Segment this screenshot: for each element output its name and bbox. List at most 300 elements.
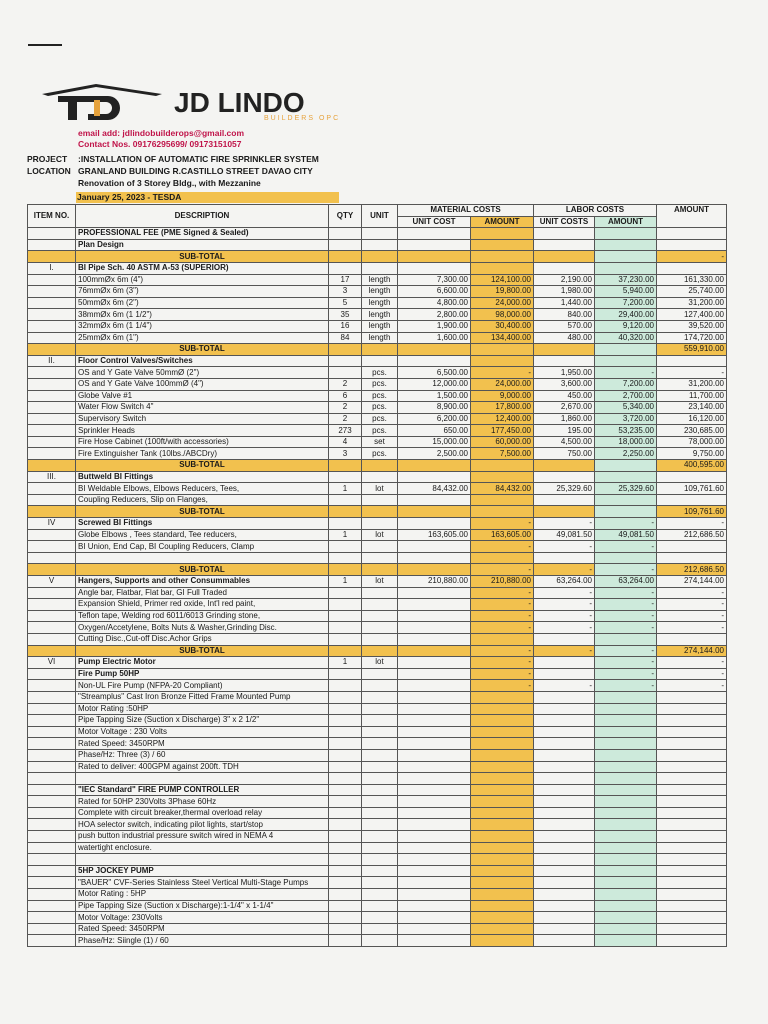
table-row [28, 668, 727, 680]
cell-item-no [28, 448, 76, 460]
cell-labor-amount [595, 842, 657, 854]
cell-qty [329, 587, 362, 599]
cell-labor-amount [595, 923, 657, 935]
cell-labor-unit-cost [534, 262, 595, 274]
cell-description: 25mmØx 6m (1") [76, 332, 329, 344]
cell-unit: length [362, 332, 398, 344]
cell-labor-amount [595, 355, 657, 367]
table-row [28, 552, 727, 564]
cell-material-amount: - [471, 657, 534, 669]
cell-total-amount: - [657, 657, 727, 669]
cell-item-no [28, 749, 76, 761]
cell-description: Expansion Shield, Primer red oxide, Int'l red paint, [76, 599, 329, 611]
cell-qty [329, 355, 362, 367]
cell-description: Water Flow Switch 4" [76, 402, 329, 414]
cell-item-no [28, 274, 76, 286]
cell-total-amount [657, 541, 727, 553]
cell-material-amount: 177,450.00 [471, 425, 534, 437]
cell-total-amount [657, 796, 727, 808]
cell-description [76, 773, 329, 785]
cell-description: Motor Rating : 5HP [76, 889, 329, 901]
cell-material-unit-cost [398, 912, 471, 924]
cell-material-unit-cost [398, 506, 471, 518]
cell-labor-unit-cost [534, 726, 595, 738]
cell-qty [329, 367, 362, 379]
cell-qty [329, 262, 362, 274]
cell-labor-amount [595, 796, 657, 808]
contact-phones: Contact Nos. 09176295699/ 09173151057 [78, 139, 242, 149]
cell-unit: set [362, 436, 398, 448]
cell-total-amount: 23,140.00 [657, 402, 727, 414]
cell-total-amount [657, 854, 727, 866]
cell-qty [329, 726, 362, 738]
contact-block [78, 128, 244, 150]
cell-total-amount: 212,686.50 [657, 529, 727, 541]
cell-labor-unit-cost [534, 494, 595, 506]
cell-labor-amount [595, 819, 657, 831]
cell-material-amount: 134,400.00 [471, 332, 534, 344]
cell-material-amount [471, 471, 534, 483]
cell-labor-amount: - [595, 680, 657, 692]
cell-description: SUB-TOTAL [76, 564, 329, 576]
cell-material-amount: - [471, 367, 534, 379]
cell-unit [362, 715, 398, 727]
cell-qty: 2 [329, 402, 362, 414]
cell-labor-amount: - [595, 622, 657, 634]
cell-total-amount: 109,761.60 [657, 483, 727, 495]
cell-labor-unit-cost [534, 831, 595, 843]
cell-total-amount: - [657, 518, 727, 530]
cell-item-no [28, 297, 76, 309]
cell-labor-amount [595, 900, 657, 912]
cell-unit [362, 842, 398, 854]
cell-qty [329, 923, 362, 935]
table-row [28, 274, 727, 286]
cell-material-amount [471, 796, 534, 808]
renovation-note: Renovation of 3 Storey Bldg., with Mezzanine [78, 178, 261, 188]
cell-item-no [28, 425, 76, 437]
cell-labor-amount [595, 703, 657, 715]
col-item-no: ITEM NO. [28, 205, 76, 228]
cell-unit: length [362, 286, 398, 298]
cell-item-no [28, 912, 76, 924]
cell-labor-unit-cost: 3,600.00 [534, 378, 595, 390]
cell-unit [362, 935, 398, 947]
cell-labor-unit-cost [534, 865, 595, 877]
cell-description: Motor Voltage : 230 Volts [76, 726, 329, 738]
cell-qty [329, 680, 362, 692]
cell-qty [329, 228, 362, 240]
table-row [28, 518, 727, 530]
cell-item-no [28, 935, 76, 947]
cell-qty [329, 877, 362, 889]
cell-labor-unit-cost [534, 715, 595, 727]
cell-material-unit-cost [398, 784, 471, 796]
cell-labor-amount: 40,320.00 [595, 332, 657, 344]
cell-labor-unit-cost [534, 657, 595, 669]
cost-estimate-table [27, 204, 727, 947]
cell-unit: length [362, 309, 398, 321]
cell-description: Complete with circuit breaker,thermal overload relay [76, 807, 329, 819]
cell-qty [329, 738, 362, 750]
cell-unit [362, 784, 398, 796]
cell-item-no [28, 390, 76, 402]
cell-labor-unit-cost: - [534, 599, 595, 611]
cell-material-unit-cost [398, 633, 471, 645]
cell-material-amount [471, 865, 534, 877]
col-material-costs: MATERIAL COSTS [398, 205, 534, 217]
cell-labor-unit-cost: - [534, 680, 595, 692]
cell-item-no [28, 610, 76, 622]
cell-labor-unit-cost [534, 761, 595, 773]
cell-unit [362, 761, 398, 773]
cell-qty [329, 703, 362, 715]
header-rule [28, 44, 62, 46]
cell-unit: length [362, 320, 398, 332]
table-row [28, 483, 727, 495]
company-logo [36, 82, 396, 122]
cell-labor-amount: 53,235.00 [595, 425, 657, 437]
table-row [28, 541, 727, 553]
cell-labor-amount [595, 889, 657, 901]
cell-material-amount: 24,000.00 [471, 378, 534, 390]
table-row [28, 715, 727, 727]
cell-description: Phase/Hz: Three (3) / 60 [76, 749, 329, 761]
cell-unit [362, 749, 398, 761]
cell-unit: pcs. [362, 413, 398, 425]
cell-description: 32mmØx 6m (1 1/4") [76, 320, 329, 332]
cell-item-no [28, 819, 76, 831]
table-row [28, 587, 727, 599]
cell-qty [329, 749, 362, 761]
cell-material-amount: - [471, 622, 534, 634]
cell-item-no [28, 413, 76, 425]
cell-material-amount [471, 239, 534, 251]
cell-labor-amount [595, 633, 657, 645]
cell-material-amount: 19,800.00 [471, 286, 534, 298]
cell-total-amount [657, 819, 727, 831]
cell-description: Angle bar, Flatbar, Flat bar, GI Full Traded [76, 587, 329, 599]
cell-labor-unit-cost [534, 923, 595, 935]
cell-qty [329, 471, 362, 483]
cell-material-unit-cost [398, 854, 471, 866]
cell-material-amount [471, 900, 534, 912]
cell-labor-amount [595, 807, 657, 819]
cell-labor-amount [595, 738, 657, 750]
cell-labor-amount: 2,250.00 [595, 448, 657, 460]
cell-qty: 3 [329, 448, 362, 460]
cell-item-no [28, 344, 76, 356]
table-row [28, 784, 727, 796]
table-row [28, 935, 727, 947]
cell-labor-unit-cost: - [534, 610, 595, 622]
cell-material-amount [471, 923, 534, 935]
cell-qty: 17 [329, 274, 362, 286]
cell-material-unit-cost: 6,600.00 [398, 286, 471, 298]
cell-labor-unit-cost [534, 842, 595, 854]
cell-material-unit-cost: 7,300.00 [398, 274, 471, 286]
cell-qty: 273 [329, 425, 362, 437]
cell-item-no [28, 865, 76, 877]
table-row [28, 286, 727, 298]
cell-unit [362, 831, 398, 843]
cell-labor-unit-cost [534, 738, 595, 750]
cell-material-amount: - [471, 680, 534, 692]
cell-item-no: III. [28, 471, 76, 483]
cell-item-no [28, 228, 76, 240]
cell-material-amount [471, 460, 534, 472]
cell-labor-amount: 5,340.00 [595, 402, 657, 414]
cell-total-amount: 109,761.60 [657, 506, 727, 518]
cell-unit [362, 877, 398, 889]
cell-item-no [28, 784, 76, 796]
cell-labor-amount: 7,200.00 [595, 297, 657, 309]
cell-material-unit-cost [398, 251, 471, 263]
cell-item-no [28, 773, 76, 785]
cell-total-amount [657, 552, 727, 564]
cell-total-amount: 174,720.00 [657, 332, 727, 344]
cell-item-no [28, 831, 76, 843]
table-row [28, 378, 727, 390]
cell-qty [329, 831, 362, 843]
table-row [28, 900, 727, 912]
cell-labor-amount [595, 877, 657, 889]
table-row [28, 807, 727, 819]
cell-description: SUB-TOTAL [76, 251, 329, 263]
cell-qty: 35 [329, 309, 362, 321]
cell-material-unit-cost: 15,000.00 [398, 436, 471, 448]
cell-description: Coupling Reducers, Slip on Flanges, [76, 494, 329, 506]
cell-item-no [28, 541, 76, 553]
cell-material-amount [471, 355, 534, 367]
cell-material-unit-cost [398, 645, 471, 657]
cell-item-no: II. [28, 355, 76, 367]
cell-item-no: IV [28, 518, 76, 530]
cell-labor-unit-cost [534, 344, 595, 356]
cell-unit: pcs. [362, 367, 398, 379]
cell-description: Sprinkler Heads [76, 425, 329, 437]
cell-labor-unit-cost: - [534, 622, 595, 634]
cell-material-unit-cost: 84,432.00 [398, 483, 471, 495]
cell-total-amount [657, 912, 727, 924]
cell-item-no [28, 239, 76, 251]
cell-labor-unit-cost [534, 506, 595, 518]
cell-labor-unit-cost [534, 900, 595, 912]
cell-description: Rated Speed: 3450RPM [76, 923, 329, 935]
cell-unit [362, 691, 398, 703]
table-row [28, 529, 727, 541]
cell-labor-amount: - [595, 518, 657, 530]
col-unit: UNIT [362, 205, 398, 228]
cell-labor-amount: 9,120.00 [595, 320, 657, 332]
cell-item-no [28, 506, 76, 518]
estimate-date: January 25, 2023 - TESDA [76, 192, 339, 203]
cell-unit [362, 471, 398, 483]
cell-labor-amount [595, 494, 657, 506]
cell-qty [329, 645, 362, 657]
cell-item-no: I. [28, 262, 76, 274]
cell-unit [362, 344, 398, 356]
table-row [28, 448, 727, 460]
cell-item-no [28, 251, 76, 263]
table-row [28, 262, 727, 274]
cell-labor-amount [595, 726, 657, 738]
cell-total-amount [657, 923, 727, 935]
cell-labor-unit-cost [534, 460, 595, 472]
cell-total-amount: 11,700.00 [657, 390, 727, 402]
cell-item-no [28, 738, 76, 750]
cell-material-unit-cost [398, 703, 471, 715]
cell-unit [362, 796, 398, 808]
cell-material-unit-cost [398, 831, 471, 843]
cell-description: Cutting Disc.,Cut-off Disc.Achor Grips [76, 633, 329, 645]
cell-labor-unit-cost [534, 691, 595, 703]
cell-description [76, 552, 329, 564]
cell-item-no [28, 367, 76, 379]
cell-total-amount [657, 877, 727, 889]
cell-description: push button industrial pressure switch wired in NEMA 4 [76, 831, 329, 843]
cell-description: Floor Control Valves/Switches [76, 355, 329, 367]
cell-total-amount [657, 889, 727, 901]
cell-labor-amount [595, 262, 657, 274]
cell-total-amount [657, 703, 727, 715]
cell-material-amount [471, 633, 534, 645]
cell-unit: pcs. [362, 390, 398, 402]
cell-total-amount: 9,750.00 [657, 448, 727, 460]
cell-material-unit-cost: 163,605.00 [398, 529, 471, 541]
cell-qty [329, 807, 362, 819]
cell-material-amount: 163,605.00 [471, 529, 534, 541]
cell-material-unit-cost [398, 796, 471, 808]
cell-unit: pcs. [362, 378, 398, 390]
cell-item-no [28, 402, 76, 414]
cell-unit [362, 865, 398, 877]
cell-item-no [28, 332, 76, 344]
cell-total-amount [657, 228, 727, 240]
cell-qty [329, 552, 362, 564]
cell-item-no [28, 378, 76, 390]
location-value: GRANLAND BUILDING R.CASTILLO STREET DAVAO CITY [78, 166, 313, 176]
cell-material-amount: - [471, 541, 534, 553]
cell-material-amount [471, 761, 534, 773]
cell-material-amount [471, 889, 534, 901]
cell-qty [329, 715, 362, 727]
cell-total-amount: 31,200.00 [657, 378, 727, 390]
cell-labor-unit-cost [534, 239, 595, 251]
cell-material-unit-cost: 6,200.00 [398, 413, 471, 425]
cell-labor-amount [595, 460, 657, 472]
cell-material-amount [471, 831, 534, 843]
cell-labor-amount: - [595, 541, 657, 553]
table-row [28, 413, 727, 425]
cell-qty [329, 599, 362, 611]
cell-labor-amount [595, 854, 657, 866]
cell-qty [329, 900, 362, 912]
cell-material-amount: 9,000.00 [471, 390, 534, 402]
cell-unit [362, 262, 398, 274]
table-row [28, 703, 727, 715]
cell-qty: 16 [329, 320, 362, 332]
cell-labor-unit-cost: 1,860.00 [534, 413, 595, 425]
cell-qty [329, 564, 362, 576]
cell-material-unit-cost [398, 761, 471, 773]
cell-item-no [28, 622, 76, 634]
cell-material-unit-cost [398, 471, 471, 483]
cell-material-amount [471, 842, 534, 854]
cell-description: PROFESSIONAL FEE (PME Signed & Sealed) [76, 228, 329, 240]
cell-qty [329, 506, 362, 518]
cell-material-unit-cost [398, 262, 471, 274]
cell-labor-amount [595, 773, 657, 785]
cell-material-unit-cost [398, 587, 471, 599]
cell-material-unit-cost [398, 877, 471, 889]
cell-labor-amount: 18,000.00 [595, 436, 657, 448]
cell-unit: pcs. [362, 402, 398, 414]
table-row [28, 749, 727, 761]
cell-qty [329, 691, 362, 703]
table-row [28, 320, 727, 332]
cell-item-no [28, 494, 76, 506]
subtotal-row [28, 645, 727, 657]
cell-unit [362, 622, 398, 634]
cell-material-amount [471, 494, 534, 506]
cell-qty [329, 865, 362, 877]
cell-material-unit-cost [398, 599, 471, 611]
cell-labor-unit-cost [534, 633, 595, 645]
project-value: :INSTALLATION OF AUTOMATIC FIRE SPRINKLER SYSTEM [78, 154, 319, 164]
cell-description: Non-UL Fire Pump (NFPA-20 Compliant) [76, 680, 329, 692]
cell-material-amount [471, 691, 534, 703]
cell-labor-unit-cost: 195.00 [534, 425, 595, 437]
cell-total-amount: - [657, 610, 727, 622]
cell-material-unit-cost [398, 807, 471, 819]
cell-item-no [28, 309, 76, 321]
cell-description: Globe Valve #1 [76, 390, 329, 402]
cell-unit [362, 518, 398, 530]
cell-description: 100mmØx 6m (4") [76, 274, 329, 286]
cell-labor-amount: 49,081.50 [595, 529, 657, 541]
cell-material-unit-cost [398, 541, 471, 553]
cell-material-unit-cost: 8,900.00 [398, 402, 471, 414]
table-row [28, 494, 727, 506]
cell-item-no [28, 761, 76, 773]
cell-item-no [28, 842, 76, 854]
cell-unit [362, 680, 398, 692]
cell-item-no [28, 633, 76, 645]
col-labor-amount: AMOUNT [595, 216, 657, 228]
cell-qty [329, 796, 362, 808]
cell-description: Oxygen/Accetylene, Bolts Nuts & Washer,Grinding Disc. [76, 622, 329, 634]
cell-labor-amount: - [595, 587, 657, 599]
cell-labor-amount: 63,264.00 [595, 576, 657, 588]
cell-total-amount: - [657, 251, 727, 263]
col-amount: AMOUNT [657, 205, 727, 228]
cell-item-no [28, 460, 76, 472]
cell-item-no [28, 436, 76, 448]
cell-unit [362, 599, 398, 611]
cell-unit [362, 552, 398, 564]
cell-item-no [28, 552, 76, 564]
cell-material-amount: - [471, 518, 534, 530]
cell-qty [329, 610, 362, 622]
cell-description: Fire Extinguisher Tank (10lbs./ABCDry) [76, 448, 329, 460]
cell-description: OS and Y Gate Valve 100mmØ (4") [76, 378, 329, 390]
cell-item-no [28, 726, 76, 738]
cell-labor-amount: 25,329.60 [595, 483, 657, 495]
cell-item-no [28, 854, 76, 866]
cell-description: Screwed BI Fittings [76, 518, 329, 530]
cell-total-amount: 31,200.00 [657, 297, 727, 309]
